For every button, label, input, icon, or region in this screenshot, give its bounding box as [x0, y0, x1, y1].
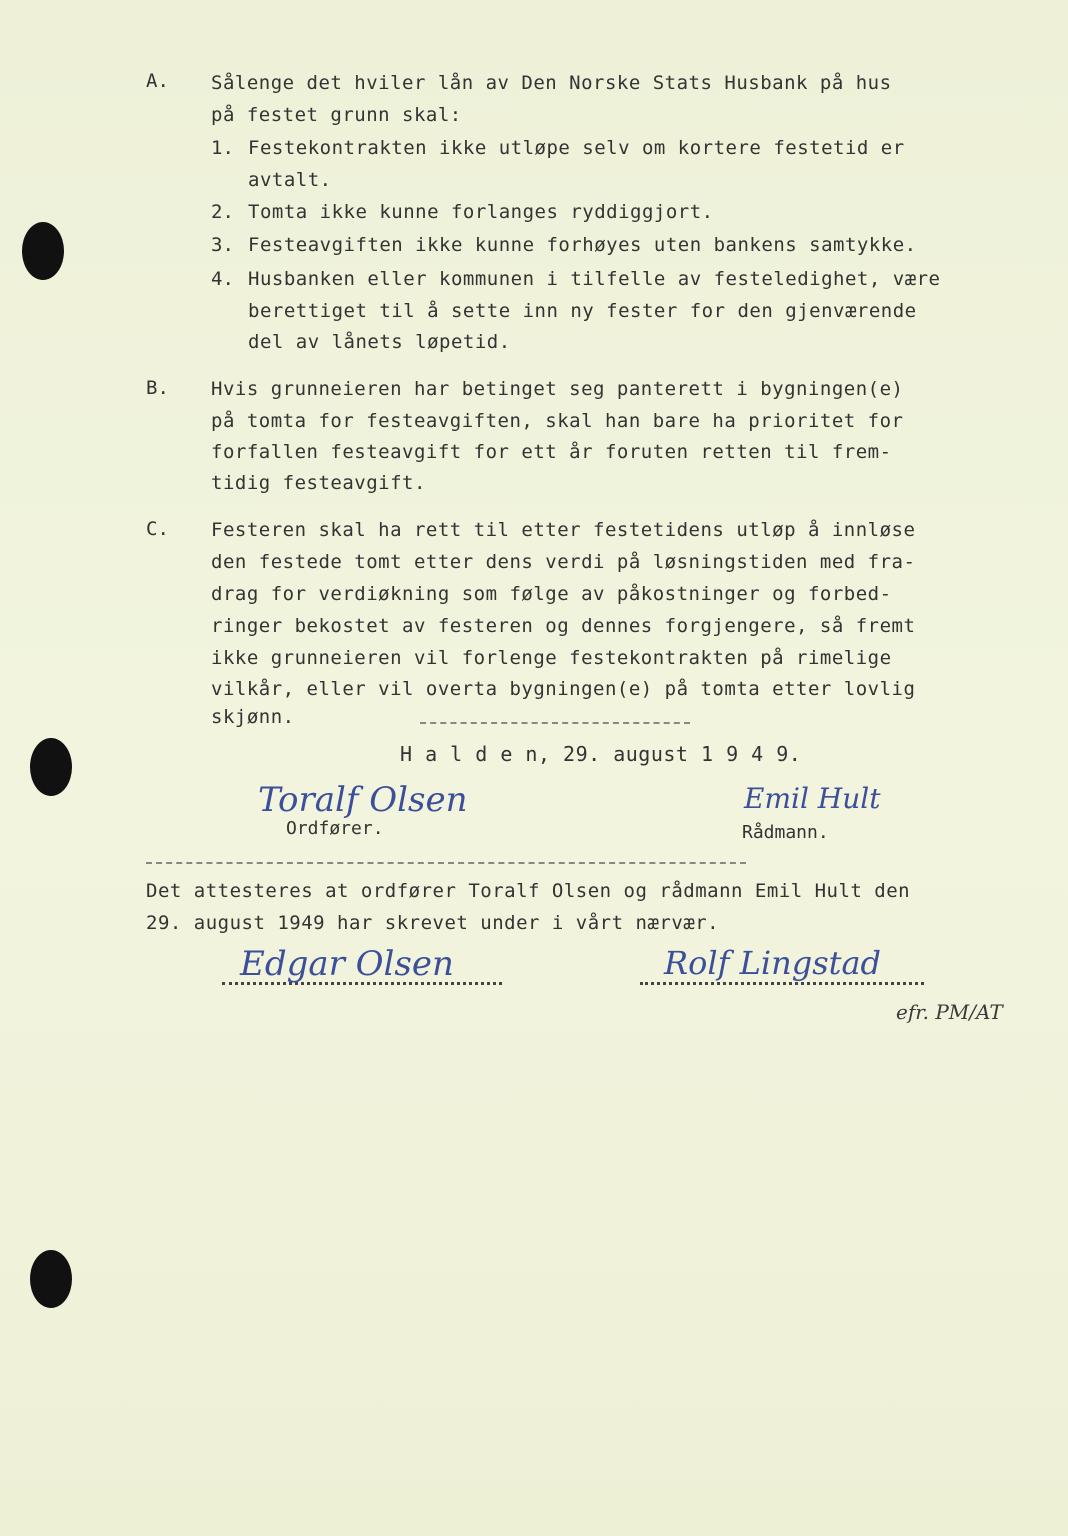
punch-hole	[22, 222, 64, 280]
section-b-line: Hvis grunneieren har betinget seg panterett i bygningen(e)	[211, 378, 904, 400]
section-c-line: ikke grunneieren vil forlenge festekontrakten på rimelige	[211, 647, 892, 669]
section-b-marker: B.	[146, 377, 169, 399]
closing-dash-line	[420, 722, 690, 724]
item-line: avtalt.	[248, 169, 332, 191]
punch-hole	[30, 1250, 72, 1308]
item-line: del av lånets løpetid.	[248, 331, 511, 353]
punch-hole	[30, 738, 72, 796]
radmann-title: Rådmann.	[742, 822, 829, 843]
attestation-line: Det attesteres at ordfører Toralf Olsen og rådmann Emil Hult den	[146, 880, 911, 902]
section-b-line: tidig festeavgift.	[211, 472, 426, 494]
section-c-marker: C.	[146, 518, 169, 540]
item-line: Tomta ikke kunne forlanges ryddiggjort.	[248, 201, 714, 223]
witness-right-line	[640, 982, 924, 985]
place-date: H a l d e n, 29. august 1 9 4 9.	[400, 742, 802, 766]
item-line: Husbanken eller kommunen i tilfelle av festeledighet, være	[248, 268, 941, 290]
section-c-line: Festeren skal ha rett til etter festetidens utløp å innløse	[211, 519, 916, 541]
item-number: 3.	[211, 234, 234, 256]
item-line: Festeavgiften ikke kunne forhøyes uten bankens samtykke.	[248, 234, 917, 256]
section-c-line: den festede tomt etter dens verdi på løsningstiden med fra-	[211, 551, 916, 573]
item-line: berettiget til å sette inn ny fester for den gjenværende	[248, 300, 917, 322]
section-c-line: ringer bekostet av festeren og dennes forgjengere, så fremt	[211, 615, 916, 637]
section-c-line: skjønn.	[211, 706, 295, 728]
item-number: 1.	[211, 137, 234, 159]
witness-left-signature: Edgar Olsen	[240, 944, 454, 984]
section-c-line: drag for verdiøkning som følge av påkostninger og forbed-	[211, 583, 892, 605]
separator-dash-line	[146, 862, 746, 864]
section-b-line: forfallen festeavgift for ett år foruten retten til frem-	[211, 441, 892, 463]
ordforer-title: Ordfører.	[286, 818, 384, 839]
section-c-line: vilkår, eller vil overta bygningen(e) på tomta etter lovlig	[211, 678, 916, 700]
witness-left-line	[222, 982, 502, 985]
section-b-line: på tomta for festeavgiften, skal han bare ha prioritet for	[211, 410, 904, 432]
ordforer-signature: Toralf Olsen	[258, 780, 468, 820]
item-number: 2.	[211, 201, 234, 223]
attestation-line: 29. august 1949 har skrevet under i vårt nærvær.	[146, 912, 720, 934]
radmann-signature: Emil Hult	[744, 782, 881, 815]
witness-right-signature: Rolf Lingstad	[664, 944, 882, 982]
section-a-intro-line: på festet grunn skal:	[211, 104, 462, 126]
initials-note: efr. PM/AT	[896, 1000, 1003, 1024]
section-a-marker: A.	[146, 70, 169, 92]
section-a-intro-line: Sålenge det hviler lån av Den Norske Stats Husbank på hus	[211, 72, 892, 94]
item-number: 4.	[211, 268, 234, 290]
item-line: Festekontrakten ikke utløpe selv om kortere festetid er	[248, 137, 905, 159]
